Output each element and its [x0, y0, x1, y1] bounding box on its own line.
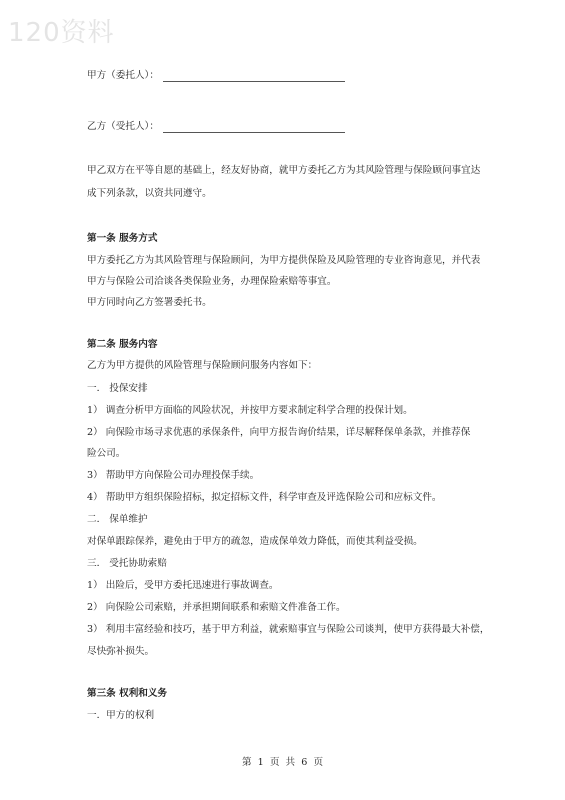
article-text: 1） 出险后，受甲方委托迅速进行事故调查。 — [87, 580, 279, 591]
party-a-line — [87, 70, 345, 82]
article-text: 4） 帮助甲方组织保险招标，拟定招标文件，科学审查及评选保险公司和应标文件。 — [87, 492, 442, 503]
intro-line: 甲乙双方在平等自愿的基础上，经友好协商，就甲方委托乙方为其风险管理与保险顾问事宜达 — [87, 165, 481, 176]
article-text: 甲方委托乙方为其风险管理与保险顾问，为甲方提供保险及风险管理的专业咨询意见，并代表 — [87, 255, 481, 266]
article-text: 乙方为甲方提供的风险管理与保险顾问服务内容如下： — [87, 360, 318, 371]
watermark-logo: 120资料 — [8, 18, 115, 48]
article-text: 2） 向保险公司索赔，并承担期间联系和索赔文件准备工作。 — [87, 602, 346, 613]
party-a-blank — [163, 71, 345, 82]
page-footer: 第 1 页 共 6 页 — [241, 757, 324, 768]
party-b-blank — [163, 122, 345, 133]
article-heading: 第三条 权利和义务 — [87, 688, 168, 699]
article-text: 险公司。 — [87, 448, 126, 459]
article-text: 3） 利用丰富经验和技巧，基于甲方利益，就索赔事宜与保险公司谈判，使甲方获得最大补偿， — [87, 624, 490, 635]
article-text: 三． 受托协助索赔 — [87, 558, 167, 569]
article-text: 1） 调查分析甲方面临的风险状况，并按甲方要求制定科学合理的投保计划。 — [87, 405, 413, 416]
article-heading: 第一条 服务方式 — [87, 233, 158, 244]
party-b-label: 乙方（受托人）： — [87, 121, 159, 132]
article-text: 尽快弥补损失。 — [87, 646, 155, 657]
article-text: 对保单跟踪保养，避免由于甲方的疏忽，造成保单效力降低，而使其利益受损。 — [87, 536, 423, 547]
intro-line: 成下列条款，以资共同遵守。 — [87, 188, 212, 199]
article-text: 甲方与保险公司洽谈各类保险业务，办理保险索赔等事宜。 — [87, 276, 337, 287]
article-text: 一． 投保安排 — [87, 383, 148, 394]
party-a-label: 甲方（委托人）： — [87, 70, 159, 81]
article-text: 一．甲方的权利 — [87, 710, 155, 721]
article-text: 二． 保单维护 — [87, 514, 148, 525]
party-b-line — [87, 121, 345, 133]
article-text: 甲方同时向乙方签署委托书。 — [87, 297, 212, 308]
article-text: 3） 帮助甲方向保险公司办理投保手续。 — [87, 470, 260, 481]
article-text: 2） 向保险市场寻求优惠的承保条件，向甲方报告询价结果，详尽解释保单条款，并推荐保 — [87, 427, 471, 438]
article-heading: 第二条 服务内容 — [87, 339, 158, 350]
